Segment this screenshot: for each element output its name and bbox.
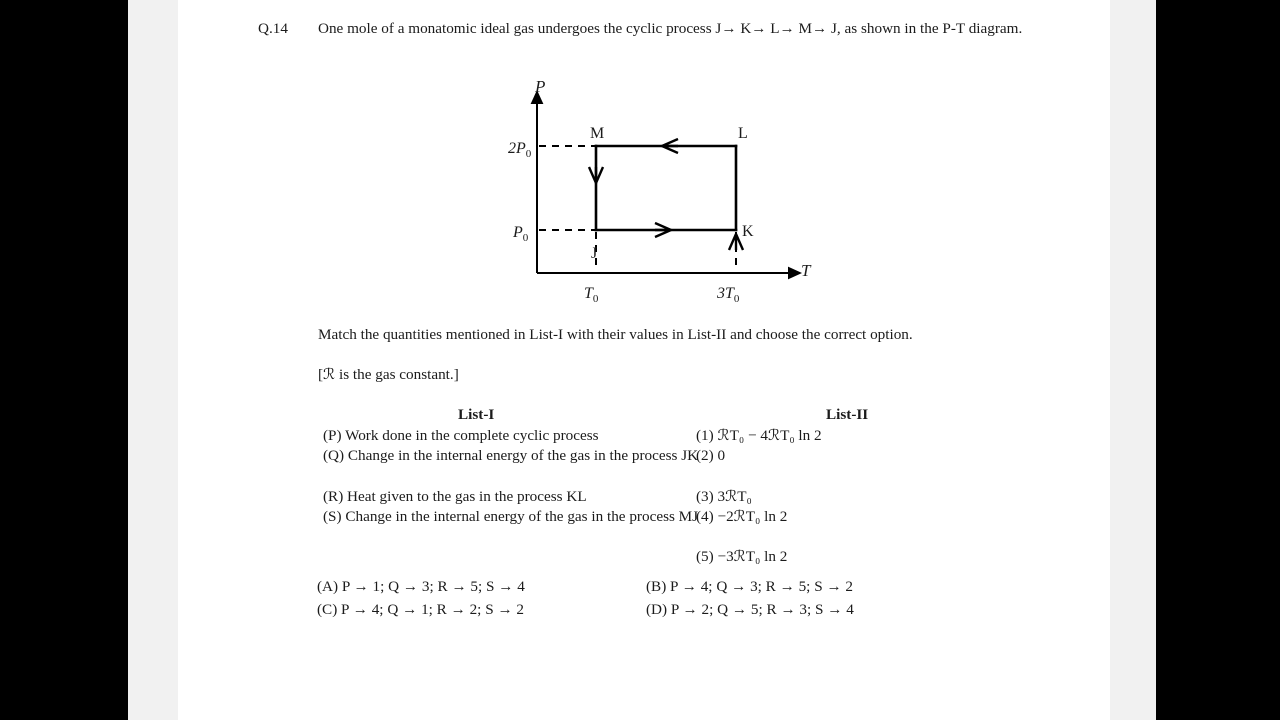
document-page — [178, 0, 1110, 720]
list-ii-item-3: (3) 3ℛT₀ — [696, 488, 752, 505]
pt-diagram — [508, 72, 838, 307]
list-ii-item-1: (1) ℛT₀ − 4ℛT₀ ln 2 — [696, 427, 822, 444]
list-ii-item-2: (2) 0 — [696, 447, 726, 464]
list-i-item-q: (Q) Change in the internal energy of the gas in the process JK — [323, 447, 699, 464]
diagram-xtick-t0: $T_0$ — [584, 285, 599, 305]
list-i-item-s: (S) Change in the internal energy of the gas in the process MJ — [323, 508, 699, 525]
diagram-ytick-p0: $P_0$ — [513, 224, 529, 244]
list-i-item-r: (R) Heat given to the gas in the process KL — [323, 488, 587, 505]
diagram-point-label-l: L — [738, 125, 748, 142]
option-c[interactable]: (C) P → 4; Q → 1; R → 2; S → 2 — [317, 601, 525, 618]
question-stem: One mole of a monatomic ideal gas undergoes the cyclic process J→ K→ L→ M→ J, as shown in the P-T diagram. — [318, 20, 1023, 37]
match-instruction: Match the quantities mentioned in List-I with their values in List-II and choose the correct option. — [318, 326, 913, 343]
list-ii-item-5: (5) −3ℛT₀ ln 2 — [696, 548, 788, 565]
pt-diagram-svg — [508, 72, 838, 307]
diagram-direction-arrows — [589, 139, 743, 250]
diagram-ytick-2p0: $2P_0$ — [508, 140, 532, 160]
diagram-xtick-3t0: $3T_0$ — [717, 285, 740, 305]
diagram-cycle-path — [596, 146, 736, 230]
option-d[interactable]: (D) P → 2; Q → 5; R → 3; S → 4 — [646, 601, 854, 618]
list-ii-item-4: (4) −2ℛT₀ ln 2 — [696, 508, 788, 525]
diagram-point-label-m: M — [590, 125, 605, 142]
list-i-header: List-I — [458, 406, 495, 423]
list-i-item-p: (P) Work done in the complete cyclic process — [323, 427, 599, 444]
page-gutter-left — [128, 0, 178, 720]
gas-constant-note: [ℛ is the gas constant.] — [318, 366, 459, 383]
diagram-guides — [539, 146, 736, 271]
diagram-point-label-k: K — [742, 223, 754, 240]
list-ii-header: List-II — [826, 406, 869, 423]
page-gutter-right — [1110, 0, 1156, 720]
diagram-x-axis-label: T — [801, 261, 811, 280]
diagram-point-label-j: J — [591, 245, 598, 262]
question-number: Q.14 — [258, 20, 288, 37]
diagram-y-axis-label: P — [535, 77, 546, 96]
option-b[interactable]: (B) P → 4; Q → 3; R → 5; S → 2 — [646, 578, 854, 595]
option-a[interactable]: (A) P → 1; Q → 3; R → 5; S → 4 — [317, 578, 525, 595]
diagram-axes — [537, 102, 790, 273]
